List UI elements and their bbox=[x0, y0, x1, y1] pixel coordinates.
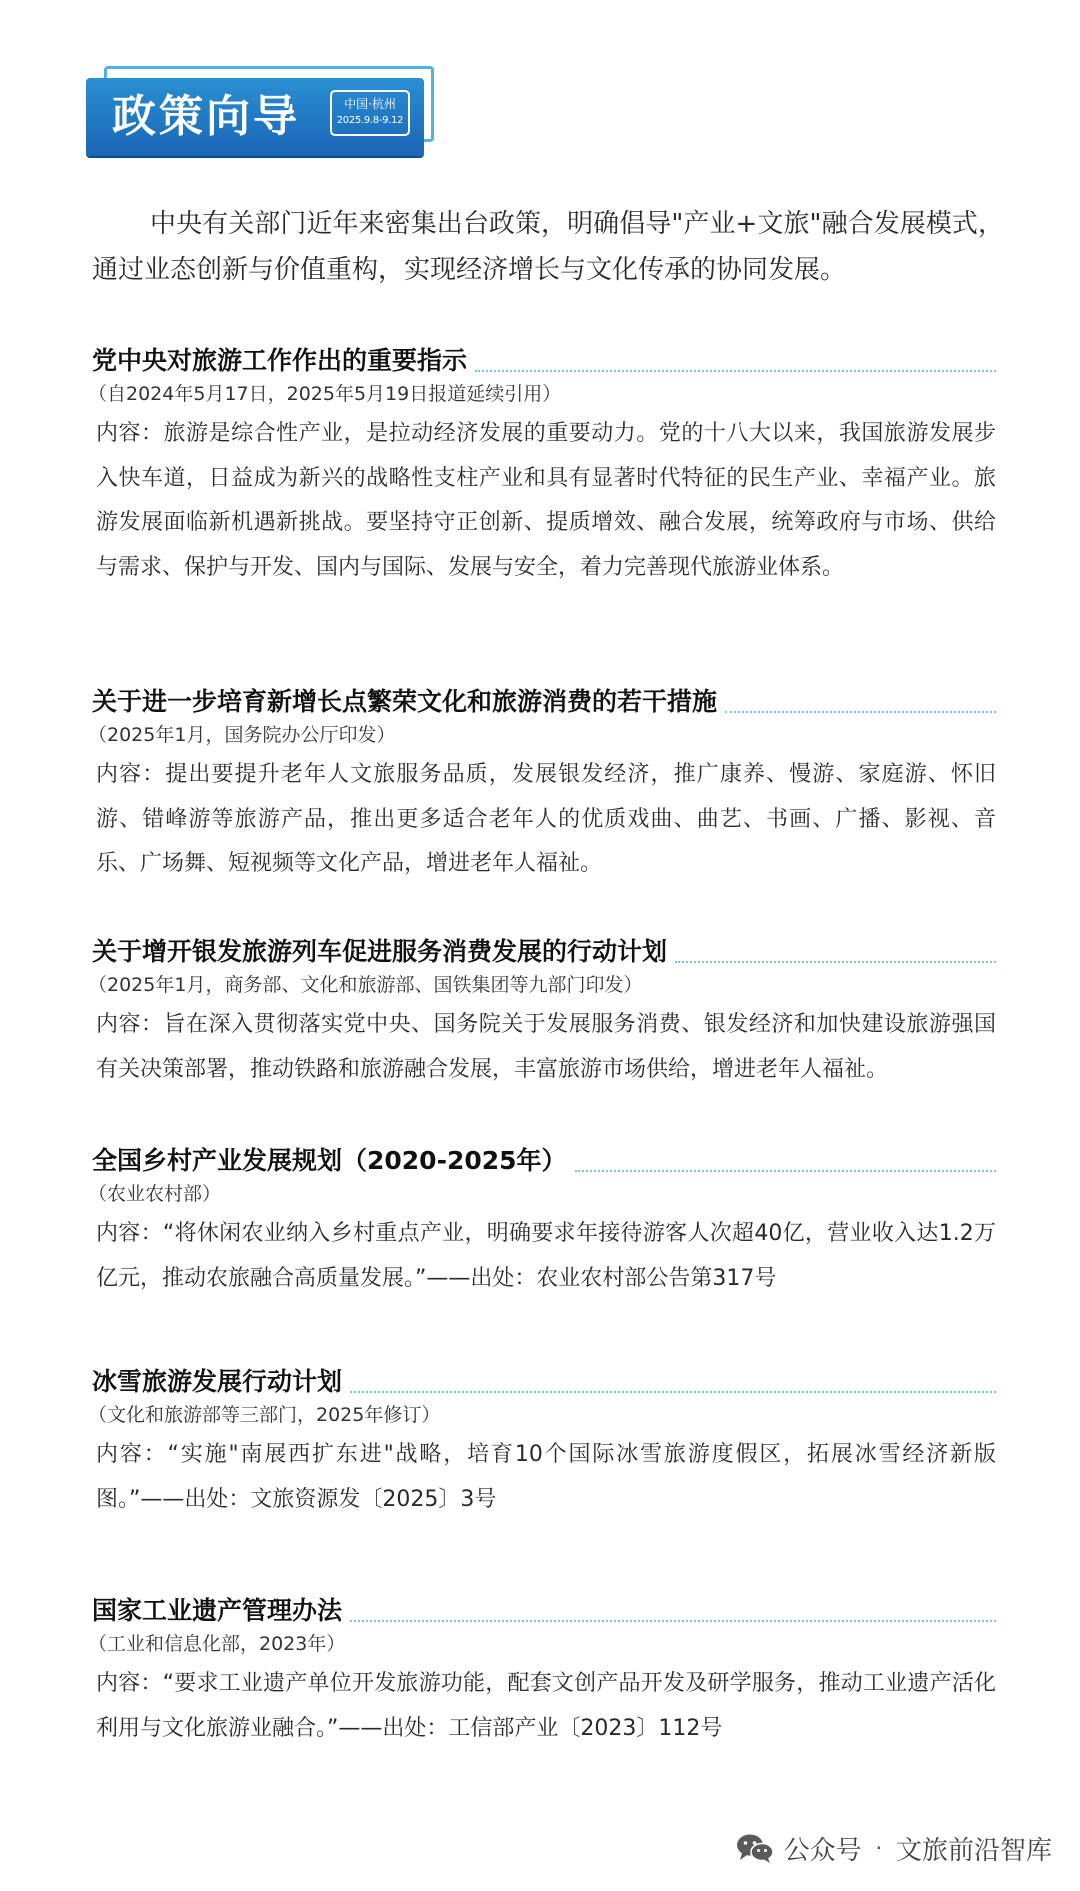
policy-section bbox=[88, 681, 996, 887]
policy-section bbox=[88, 931, 996, 1092]
dotted-divider bbox=[725, 711, 996, 713]
policy-section bbox=[88, 340, 996, 590]
section-source: （文化和旅游部等三部门，2025年修订） bbox=[88, 1404, 441, 1426]
dotted-divider bbox=[350, 1620, 996, 1622]
section-title-row bbox=[92, 1590, 996, 1628]
event-date: 2025.9.8-9.12 bbox=[336, 115, 404, 126]
account-name: 文旅前沿智库 bbox=[895, 1835, 1052, 1866]
intro-paragraph: 中央有关部门近年来密集出台政策，明确倡导"产业+文旅"融合发展模式，通过业态创新与价值重构，实现经济增长与文化传承的协同发展。 bbox=[92, 209, 1004, 285]
section-content: 内容：旨在深入贯彻落实党中央、国务院关于发展服务消费、银发经济和加快建设旅游强国有关决策部署，推动铁路和旅游融合发展，丰富旅游市场供给，增进老年人福祉。 bbox=[96, 1012, 996, 1082]
event-tag bbox=[330, 90, 410, 136]
section-title-row bbox=[92, 1140, 996, 1178]
section-title: 冰雪旅游发展行动计划 bbox=[92, 1367, 343, 1396]
dotted-divider bbox=[475, 370, 996, 372]
section-title: 全国乡村产业发展规划（2020-2025年） bbox=[92, 1146, 567, 1175]
section-title-row bbox=[92, 1361, 996, 1399]
section-content: 内容：提出要提升老年人文旅服务品质，发展银发经济，推广康养、慢游、家庭游、怀旧游、错峰游等旅游产品，推出更多适合老年人的优质戏曲、曲艺、书画、广播、影视、音乐、广场舞、短视频等文化产品，增进老年人福祉。 bbox=[96, 762, 996, 876]
section-title: 党中央对旅游工作作出的重要指示 bbox=[92, 346, 468, 375]
section-source: （2025年1月，国务院办公厅印发） bbox=[88, 724, 396, 746]
section-content: 内容：“要求工业遗产单位开发旅游功能，配套文创产品开发及研学服务，推动工业遗产活化利用与文化旅游业融合。”——出处：工信部产业〔2023〕112号 bbox=[96, 1671, 996, 1741]
section-title: 关于增开银发旅游列车促进服务消费发展的行动计划 bbox=[92, 937, 668, 966]
policy-section bbox=[88, 1590, 996, 1751]
section-title-row bbox=[92, 340, 996, 378]
section-content: 内容：“实施"南展西扩东进"战略，培育10个国际冰雪旅游度假区，拓展冰雪经济新版图。”——出处：文旅资源发〔2025〕3号 bbox=[96, 1442, 996, 1512]
section-content: 内容：旅游是综合性产业，是拉动经济发展的重要动力。党的十八大以来，我国旅游发展步入快车道，日益成为新兴的战略性支柱产业和具有显著时代特征的民生产业、幸福产业。旅游发展面临新机遇新挑战。要坚持守正创新、提质增效、融合发展，统筹政府与市场、供给与需求、保护与开发、国内与国际、发展与安全，着力完善现代旅游业体系。 bbox=[96, 421, 996, 580]
dotted-divider bbox=[575, 1170, 996, 1172]
page-title: 政策向导 bbox=[112, 91, 300, 142]
section-source: （农业农村部） bbox=[88, 1183, 222, 1205]
event-city: 中国·杭州 bbox=[344, 97, 396, 111]
footer-separator: · bbox=[875, 1836, 882, 1860]
dotted-divider bbox=[350, 1391, 996, 1393]
section-title-row bbox=[92, 931, 996, 969]
section-title: 国家工业遗产管理办法 bbox=[92, 1596, 343, 1625]
wechat-icon bbox=[736, 1833, 774, 1863]
section-source: （2025年1月，商务部、文化和旅游部、国铁集团等九部门印发） bbox=[88, 974, 643, 996]
policy-section bbox=[88, 1361, 996, 1522]
dotted-divider bbox=[675, 961, 996, 963]
badge-main bbox=[86, 78, 424, 156]
account-watermark bbox=[736, 1828, 1052, 1868]
section-title: 关于进一步培育新增长点繁荣文化和旅游消费的若干措施 bbox=[92, 687, 718, 716]
account-label: 公众号 bbox=[783, 1835, 862, 1866]
section-header-badge bbox=[86, 66, 436, 158]
section-source: （自2024年5月17日，2025年5月19日报道延续引用） bbox=[88, 383, 562, 405]
section-content: 内容：“将休闲农业纳入乡村重点产业，明确要求年接待游客人次超40亿，营业收入达1.2万亿元，推动农旅融合高质量发展。”——出处：农业农村部公告第317号 bbox=[96, 1221, 996, 1291]
section-source: （工业和信息化部，2023年） bbox=[88, 1633, 346, 1655]
section-title-row bbox=[92, 681, 996, 719]
policy-section bbox=[88, 1140, 996, 1301]
